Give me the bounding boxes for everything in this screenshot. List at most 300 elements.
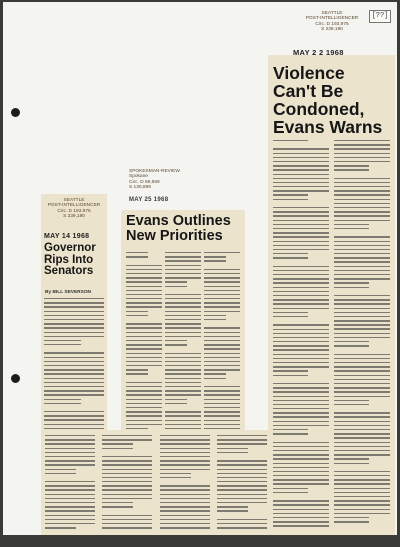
- text-line: [160, 460, 210, 461]
- text-line: [44, 336, 104, 337]
- headline: Evans Outlines New Priorities: [126, 213, 231, 244]
- text-line: [334, 488, 390, 489]
- text-line: [217, 443, 267, 444]
- text-line: [273, 199, 308, 200]
- text-line: [334, 236, 390, 237]
- text-line: [334, 253, 390, 254]
- text-line: [126, 332, 162, 333]
- text-line: [273, 228, 329, 229]
- continuation-column-2: [102, 435, 152, 531]
- text-line: [126, 294, 162, 295]
- text-line: [273, 467, 329, 468]
- continuation-column-1: [45, 435, 95, 531]
- clipping-governor-rips-into-senators: [41, 194, 107, 434]
- text-line: [334, 333, 390, 334]
- article-column-1: [44, 298, 104, 430]
- text-line: [126, 420, 162, 421]
- text-line: [334, 320, 390, 321]
- text-line: [273, 383, 329, 384]
- text-line: [273, 161, 329, 162]
- text-line: [204, 273, 240, 274]
- text-line: [102, 523, 152, 524]
- text-line: [273, 500, 329, 501]
- text-line: [334, 383, 390, 384]
- text-line: [273, 148, 329, 149]
- text-line: [273, 513, 329, 514]
- text-line: [45, 469, 76, 470]
- text-line: [45, 510, 95, 511]
- article-column-2: [165, 252, 201, 432]
- text-line: [102, 494, 152, 495]
- text-line: [273, 354, 329, 355]
- text-line: [45, 523, 95, 524]
- text-line: [334, 261, 390, 262]
- text-line: [334, 479, 390, 480]
- text-line: [165, 420, 201, 421]
- text-line: [273, 425, 329, 426]
- text-line: [126, 273, 162, 274]
- text-line: [45, 460, 95, 461]
- text-line: [334, 345, 369, 346]
- text-line: [165, 361, 201, 362]
- text-line: [160, 456, 210, 457]
- text-line: [204, 390, 240, 391]
- text-line: [273, 270, 329, 271]
- text-line: [126, 403, 162, 404]
- text-line: [126, 286, 162, 287]
- text-line: [273, 337, 329, 338]
- text-line: [165, 357, 201, 358]
- text-line: [44, 302, 104, 303]
- text-line: [273, 178, 329, 179]
- text-line: [334, 475, 390, 476]
- text-line: [334, 366, 390, 367]
- text-line: [160, 523, 210, 524]
- text-line: [217, 464, 267, 465]
- text-line: [334, 370, 390, 371]
- text-line: [217, 485, 267, 486]
- text-line: [273, 358, 329, 359]
- article-column-1: [126, 252, 162, 432]
- text-line: [217, 519, 267, 520]
- text-line: [334, 471, 390, 472]
- date-stamp: MAY 25 1968: [129, 197, 169, 203]
- text-line: [334, 328, 390, 329]
- text-line: [273, 245, 329, 246]
- text-line: [334, 186, 390, 187]
- text-line: [160, 502, 210, 503]
- text-line: [273, 236, 329, 237]
- text-line: [126, 290, 162, 291]
- text-line: [217, 527, 267, 528]
- text-line: [165, 277, 201, 278]
- text-line: [204, 332, 240, 333]
- text-line: [160, 469, 210, 470]
- text-line: [273, 299, 329, 300]
- text-line: [273, 525, 329, 526]
- text-line: [334, 169, 369, 170]
- text-line: [217, 473, 267, 474]
- text-line: [126, 277, 162, 278]
- text-line: [126, 252, 148, 253]
- text-line: [273, 400, 329, 401]
- text-line: [217, 502, 267, 503]
- text-line: [273, 475, 329, 476]
- text-line: [165, 369, 201, 370]
- text-line: [44, 419, 104, 420]
- text-line: [217, 523, 267, 524]
- text-line: [273, 182, 329, 183]
- text-line: [334, 513, 390, 514]
- text-line: [165, 327, 201, 328]
- text-line: [204, 403, 240, 404]
- article-column-2: [334, 140, 390, 530]
- text-line: [273, 253, 308, 254]
- text-line: [273, 483, 329, 484]
- text-line: [165, 302, 201, 303]
- text-line: [165, 281, 187, 282]
- text-line: [273, 454, 329, 455]
- text-line: [126, 265, 162, 266]
- text-line: [273, 241, 329, 242]
- text-line: [334, 282, 369, 283]
- text-line: [44, 344, 81, 345]
- text-line: [126, 382, 162, 383]
- text-line: [334, 308, 390, 309]
- text-line: [44, 298, 104, 299]
- text-line: [102, 519, 152, 520]
- text-line: [204, 277, 240, 278]
- text-line: [45, 485, 95, 486]
- text-line: [45, 448, 95, 449]
- text-line: [273, 220, 329, 221]
- text-line: [204, 357, 240, 358]
- text-line: [160, 519, 210, 520]
- text-line: [44, 390, 104, 391]
- text-line: [165, 306, 201, 307]
- clipping-continuation-strip: [41, 430, 271, 535]
- text-line: [334, 437, 390, 438]
- text-line: [165, 382, 201, 383]
- text-line: [273, 274, 329, 275]
- text-line: [165, 298, 201, 299]
- text-line: [204, 420, 240, 421]
- text-line: [45, 502, 95, 503]
- text-line: [204, 348, 240, 349]
- text-line: [160, 515, 210, 516]
- text-line: [160, 489, 210, 490]
- text-line: [165, 311, 201, 312]
- text-line: [334, 245, 390, 246]
- text-line: [334, 504, 390, 505]
- text-line: [273, 140, 308, 141]
- text-line: [217, 489, 267, 490]
- text-line: [273, 412, 329, 413]
- text-line: [273, 450, 329, 451]
- text-line: [204, 386, 240, 387]
- text-line: [45, 464, 95, 465]
- text-line: [334, 194, 390, 195]
- text-line: [204, 256, 226, 257]
- text-line: [217, 498, 267, 499]
- text-line: [165, 344, 187, 345]
- text-line: [334, 203, 390, 204]
- text-line: [126, 315, 148, 316]
- binder-hole-top: [11, 108, 20, 117]
- text-line: [126, 306, 162, 307]
- text-line: [273, 471, 329, 472]
- text-line: [165, 399, 187, 400]
- text-line: [204, 290, 240, 291]
- text-line: [273, 387, 329, 388]
- text-line: [160, 527, 210, 528]
- article-body: [44, 298, 104, 430]
- text-line: [45, 506, 95, 507]
- text-line: [334, 341, 369, 342]
- text-line: [102, 489, 152, 490]
- text-line: [165, 353, 201, 354]
- text-line: [44, 428, 104, 429]
- text-line: [126, 281, 162, 282]
- text-line: [45, 439, 95, 440]
- text-line: [334, 207, 390, 208]
- text-line: [334, 429, 390, 430]
- text-line: [44, 369, 104, 370]
- text-line: [165, 294, 201, 295]
- text-line: [334, 278, 390, 279]
- text-line: [273, 442, 329, 443]
- text-line: [44, 386, 104, 387]
- text-line: [160, 477, 191, 478]
- text-line: [126, 357, 162, 358]
- text-line: [334, 266, 390, 267]
- text-line: [334, 295, 390, 296]
- text-line: [334, 396, 390, 397]
- date-stamp: MAY 14 1968: [44, 233, 90, 240]
- text-line: [165, 315, 201, 316]
- text-line: [334, 450, 390, 451]
- text-line: [126, 424, 162, 425]
- text-line: [273, 421, 329, 422]
- newspaper-stamp: SEATTLE POST-INTELLIGENCER Circ. D 193,975 S 239,190: [305, 11, 359, 33]
- text-line: [160, 448, 210, 449]
- text-line: [44, 411, 104, 412]
- text-line: [334, 416, 390, 417]
- text-line: [102, 435, 152, 436]
- text-line: [165, 378, 201, 379]
- text-line: [334, 500, 390, 501]
- text-line: [102, 456, 152, 457]
- text-line: [334, 362, 390, 363]
- text-line: [273, 287, 329, 288]
- text-line: [334, 178, 390, 179]
- text-line: [165, 390, 201, 391]
- text-line: [165, 323, 201, 324]
- text-line: [44, 357, 104, 358]
- text-line: [273, 211, 329, 212]
- text-line: [334, 463, 369, 464]
- text-line: [102, 515, 152, 516]
- text-line: [334, 509, 390, 510]
- text-line: [273, 504, 329, 505]
- text-line: [204, 311, 240, 312]
- text-line: [334, 144, 390, 145]
- text-line: [44, 394, 104, 395]
- text-line: [160, 510, 210, 511]
- continuation-body: [45, 435, 267, 531]
- text-line: [334, 199, 390, 200]
- text-line: [44, 315, 104, 316]
- text-line: [126, 344, 162, 345]
- text-line: [126, 336, 162, 337]
- text-line: [273, 429, 308, 430]
- text-line: [273, 391, 329, 392]
- text-line: [102, 464, 152, 465]
- text-line: [273, 458, 329, 459]
- text-line: [273, 517, 329, 518]
- text-line: [273, 215, 329, 216]
- text-line: [273, 190, 329, 191]
- text-line: [204, 294, 240, 295]
- text-line: [126, 311, 148, 312]
- continuation-column-3: [160, 435, 210, 531]
- text-line: [165, 394, 201, 395]
- text-line: [204, 315, 226, 316]
- text-line: [102, 527, 152, 528]
- text-line: [334, 446, 390, 447]
- text-line: [126, 361, 162, 362]
- text-line: [126, 415, 162, 416]
- text-line: [204, 306, 240, 307]
- text-line: [273, 416, 329, 417]
- text-line: [334, 224, 369, 225]
- text-line: [44, 340, 81, 341]
- text-line: [334, 270, 390, 271]
- newspaper-stamp: SEATTLE POST-INTELLIGENCER Circ. D 193,975 S 239,190: [47, 198, 101, 220]
- text-line: [45, 435, 95, 436]
- text-line: [102, 485, 152, 486]
- text-line: [44, 382, 104, 383]
- text-line: [165, 411, 201, 412]
- text-line: [334, 337, 390, 338]
- text-line: [102, 481, 152, 482]
- text-line: [126, 327, 162, 328]
- text-line: [204, 327, 240, 328]
- text-line: [45, 515, 95, 516]
- text-line: [204, 394, 240, 395]
- text-line: [273, 521, 329, 522]
- text-line: [334, 421, 390, 422]
- text-line: [217, 510, 248, 511]
- text-line: [160, 439, 210, 440]
- text-line: [204, 260, 226, 261]
- text-line: [165, 256, 201, 257]
- text-line: [273, 324, 329, 325]
- text-line: [334, 391, 390, 392]
- text-line: [334, 400, 369, 401]
- text-line: [273, 157, 329, 158]
- text-line: [102, 439, 152, 440]
- text-line: [334, 387, 390, 388]
- text-line: [204, 399, 240, 400]
- text-line: [44, 332, 104, 333]
- text-line: [160, 435, 210, 436]
- text-line: [204, 336, 240, 337]
- text-line: [334, 182, 390, 183]
- text-line: [165, 373, 201, 374]
- text-line: [334, 354, 390, 355]
- text-line: [273, 362, 329, 363]
- text-line: [204, 361, 240, 362]
- text-line: [204, 411, 240, 412]
- text-line: [102, 469, 152, 470]
- text-line: [126, 390, 162, 391]
- text-line: [334, 228, 369, 229]
- text-line: [44, 373, 104, 374]
- text-line: [273, 479, 329, 480]
- text-line: [273, 282, 329, 283]
- text-line: [204, 378, 226, 379]
- text-line: [126, 373, 148, 374]
- text-line: [45, 456, 95, 457]
- text-line: [273, 404, 329, 405]
- text-line: [204, 286, 240, 287]
- text-line: [165, 286, 187, 287]
- text-line: [44, 306, 104, 307]
- text-line: [204, 415, 240, 416]
- continuation-column-4: [217, 435, 267, 531]
- text-line: [273, 333, 329, 334]
- text-line: [273, 492, 308, 493]
- text-line: [204, 298, 240, 299]
- text-line: [102, 460, 152, 461]
- text-line: [334, 521, 369, 522]
- text-line: [45, 443, 95, 444]
- text-line: [165, 273, 201, 274]
- text-line: [217, 460, 267, 461]
- text-line: [126, 365, 162, 366]
- text-line: [273, 232, 329, 233]
- text-line: [334, 404, 369, 405]
- text-line: [204, 252, 240, 253]
- text-line: [126, 340, 162, 341]
- text-line: [44, 311, 104, 312]
- text-line: [45, 489, 95, 490]
- text-line: [273, 329, 329, 330]
- text-line: [126, 323, 162, 324]
- text-line: [165, 332, 201, 333]
- text-line: [273, 370, 308, 371]
- text-line: [165, 340, 187, 341]
- text-line: [45, 481, 95, 482]
- text-line: [334, 241, 390, 242]
- text-line: [126, 394, 162, 395]
- article-column-1: [273, 140, 329, 530]
- text-line: [273, 295, 329, 296]
- text-line: [273, 165, 329, 166]
- text-line: [204, 365, 240, 366]
- text-line: [126, 353, 162, 354]
- text-line: [273, 341, 329, 342]
- text-line: [334, 496, 390, 497]
- text-line: [165, 252, 201, 253]
- text-line: [126, 348, 162, 349]
- byline: By BILL SEVERSON: [45, 290, 92, 295]
- text-line: [334, 442, 390, 443]
- text-line: [334, 287, 369, 288]
- text-line: [334, 358, 390, 359]
- text-line: [45, 452, 95, 453]
